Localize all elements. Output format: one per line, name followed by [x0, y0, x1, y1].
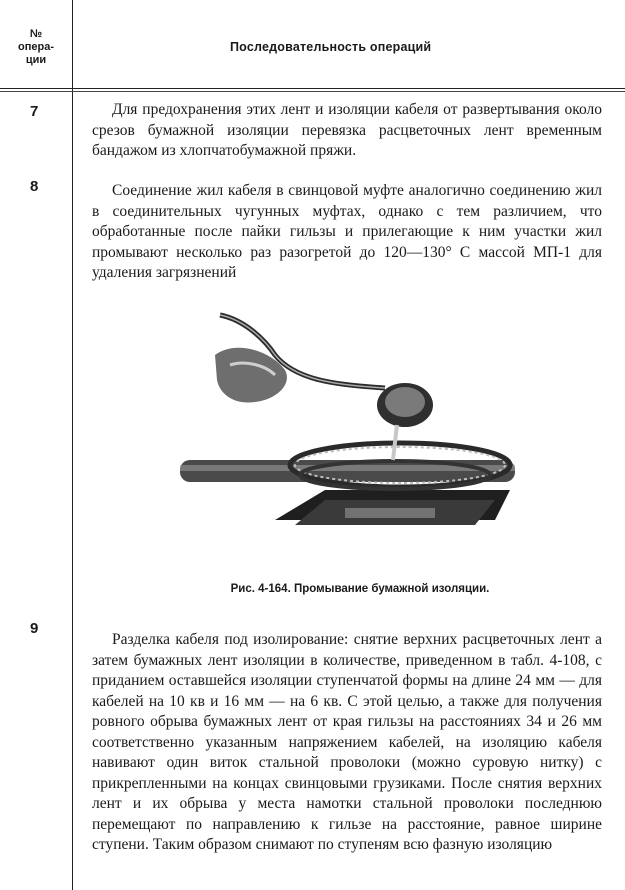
header-divider: [0, 88, 625, 89]
sequence-column-header: Последовательность операций: [230, 40, 432, 54]
operation-number-column-header: [10, 28, 62, 67]
operation-number-9: 9: [30, 620, 39, 637]
operation-8-body: Соединение жил кабеля в свинцовой муфте аналогично соединению жил в соединительных чугунных муфтах, однако с тем различием, что обработанные после пайки гильзы и прилегающие к ним участки жил промывают несколько раз разогретой до 120—130° С массой МП-1 для удаления загрязнений: [92, 182, 602, 281]
pouring-stream: [393, 425, 397, 460]
operation-text-8: [92, 181, 602, 284]
operation-7-body: Для предохранения этих лент и изоляции кабеля от развертывания около срезов бумажной изоляции перевязка расцветочных лент временным бандажом из хлопчатобумажной пряжи.: [92, 101, 602, 159]
operation-9-body: Разделка кабеля под изолирование: снятие верхних расцветочных лент а затем бумажных лент изоляции в количестве, приведенном в табл. 4-108, с приданием оставшейся изоляции ступенчатой формы на длине 24 мм — для кабелей на 10 кв и 16 мм — на 6 кв. С этой целью, а также для получения ровного обрыва бумажных лент от края гильзы на расстояниях 34 и 26 мм соответственно указанным напряжением кабелей, на изоляцию кабеля навивают один виток стальной проволоки (можно суровую нитку) с прикрепленными на концах свинцовыми грузиками. После снятия верхних лент и их обрыва у места намотки стальной проволоки последнюю перемещают по направлению к гильзе на расстояние, равное ширине ступени. Таким образом снимают по ступеням всю фазную изоляцию: [92, 631, 602, 853]
operation-number-header-label: № опера- ции: [18, 28, 54, 66]
tray-highlight: [345, 508, 435, 518]
ladle-bowl-inner: [385, 387, 425, 417]
figure-illustration: [175, 310, 530, 570]
header-divider-secondary: [0, 91, 625, 92]
operation-text-9: [92, 630, 602, 856]
operation-text-7: [92, 100, 602, 162]
operation-number-7: 7: [30, 103, 39, 120]
operation-number-8: 8: [30, 178, 39, 195]
figure-paper-insulation-washing: [175, 310, 530, 570]
figure-caption: Рис. 4-164. Промывание бумажной изоляции.: [230, 583, 490, 595]
column-divider: [72, 0, 73, 890]
